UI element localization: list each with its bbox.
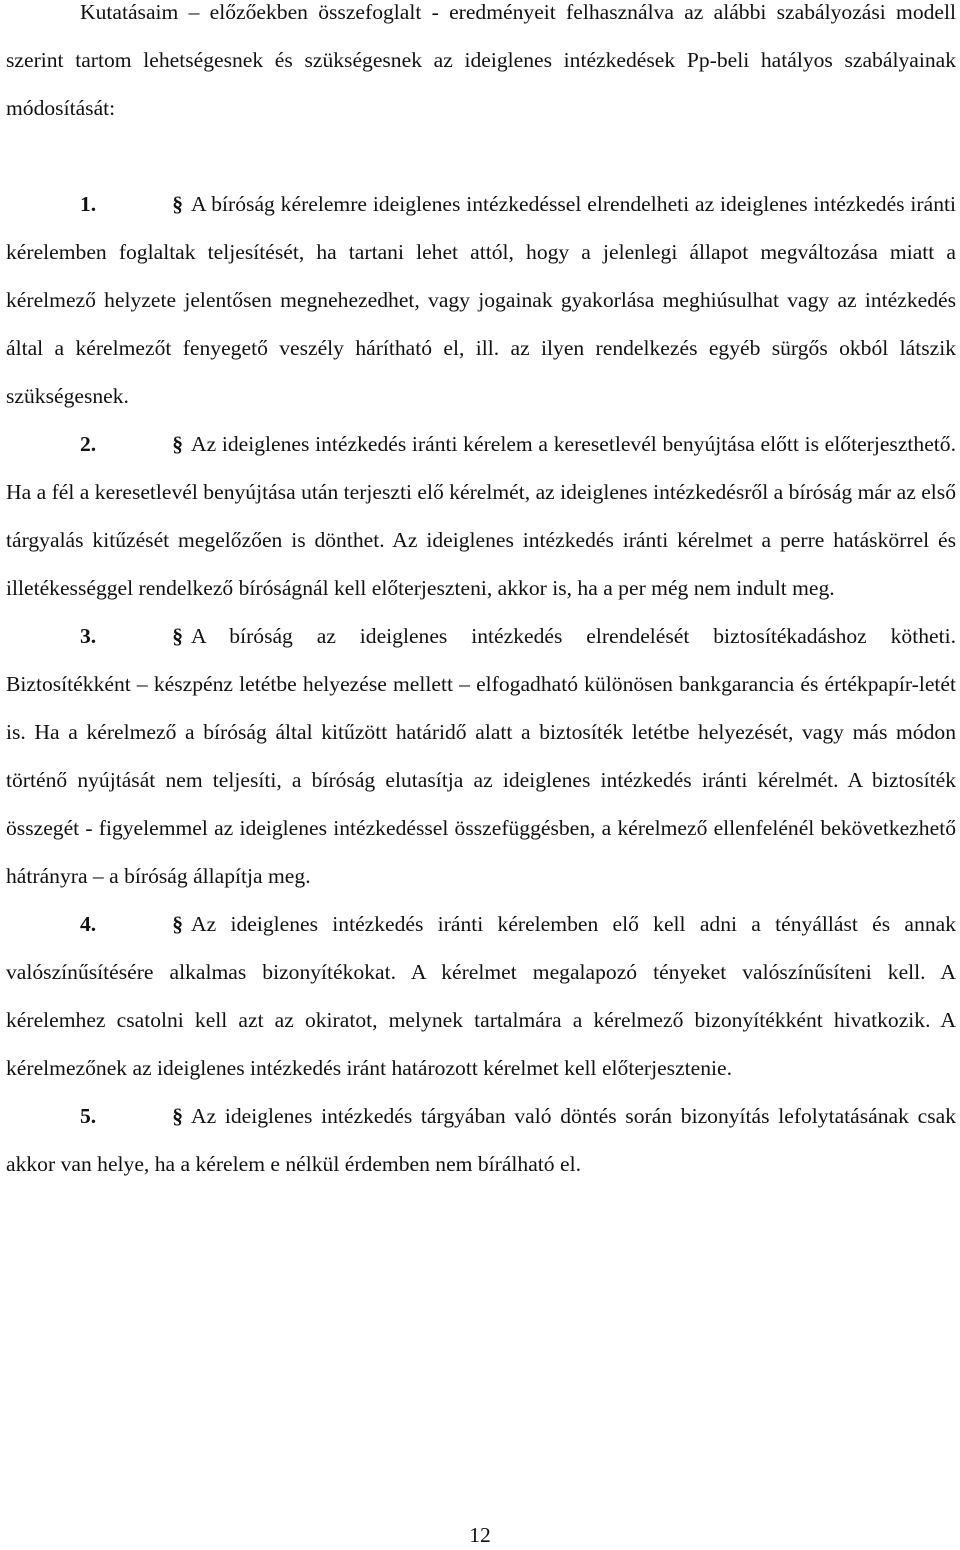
provision-text: Az ideiglenes intézkedés tárgyában való döntés során bizonyítás lefolytatásának csak akkor van helye, ha a kérelem e nélkül érdemben nem bírálható el. (6, 1104, 956, 1176)
provision-2 (6, 420, 956, 612)
provision-number: 3. (80, 624, 97, 648)
section-sign: § (172, 1104, 183, 1128)
provision-number: 5. (80, 1104, 97, 1128)
paragraph-gap (6, 132, 956, 180)
provision-text: Az ideiglenes intézkedés iránti kérelemben elő kell adni a tényállást és annak valószínűsítésére alkalmas bizonyítékokat. A kérelmet megalapozó tényeket valószínűsíteni kell. A kérelemhez csatolni kell azt az okiratot, melynek tartalmára a kérelmező bizonyítékként hivatkozik. A kérelmezőnek az ideiglenes intézkedés iránt határozott kérelmet kell előterjesztenie. (6, 912, 956, 1080)
section-sign: § (172, 432, 183, 456)
page-number: 12 (469, 1523, 491, 1547)
intro-paragraph: Kutatásaim – előzőekben összefoglalt - eredményeit felhasználva az alábbi szabályozási modell szerint tartom lehetségesnek és szükségesnek az ideiglenes intézkedések Pp-beli hatályos szabályainak módosítását: (6, 0, 956, 120)
provision-4 (6, 900, 956, 1092)
section-sign: § (172, 624, 183, 648)
section-sign: § (172, 912, 183, 936)
document-page (6, 0, 956, 1188)
provision-number: 1. (80, 192, 97, 216)
provision-number: 2. (80, 432, 97, 456)
provision-text: Az ideiglenes intézkedés iránti kérelem a keresetlevél benyújtása előtt is előterjeszthető. Ha a fél a keresetlevél benyújtása után terjeszti elő kérelmét, az ideiglenes intézkedésről a bíróság már az első tárgyalás kitűzését megelőzően is dönthet. Az ideiglenes intézkedés iránti kérelmet a perre hatáskörrel és illetékességgel rendelkező bíróságnál kell előterjeszteni, akkor is, ha a per még nem indult meg. (6, 432, 956, 600)
provision-text: A bíróság az ideiglenes intézkedés elrendelését biztosítékadáshoz kötheti. Biztosítékként – készpénz letétbe helyezése mellett – elfogadható különösen bankgarancia és értékpapír-letét is. Ha a kérelmező a bíróság által kitűzött határidő alatt a biztosíték letétbe helyezését, vagy más módon történő nyújtását nem teljesíti, a bíróság elutasítja az ideiglenes intézkedés iránti kérelmét. A biztosíték összegét - figyelemmel az ideiglenes intézkedéssel összefüggésben, a kérelmező ellenfelénél bekövetkezhető hátrányra – a bíróság állapítja meg. (6, 624, 956, 888)
provision-1 (6, 180, 956, 420)
provision-text: A bíróság kérelemre ideiglenes intézkedéssel elrendelheti az ideiglenes intézkedés iránti kérelemben foglaltak teljesítését, ha tartani lehet attól, hogy a jelenlegi állapot megváltozása miatt a kérelmező helyzete jelentősen megnehezedhet, vagy jogainak gyakorlása meghiúsulhat vagy az intézkedés által a kérelmezőt fenyegető veszély hárítható el, ill. az ilyen rendelkezés egyéb sürgős okból látszik szükségesnek. (6, 192, 956, 408)
provision-3 (6, 612, 956, 900)
section-sign: § (172, 192, 183, 216)
provision-number: 4. (80, 912, 97, 936)
provision-5 (6, 1092, 956, 1188)
